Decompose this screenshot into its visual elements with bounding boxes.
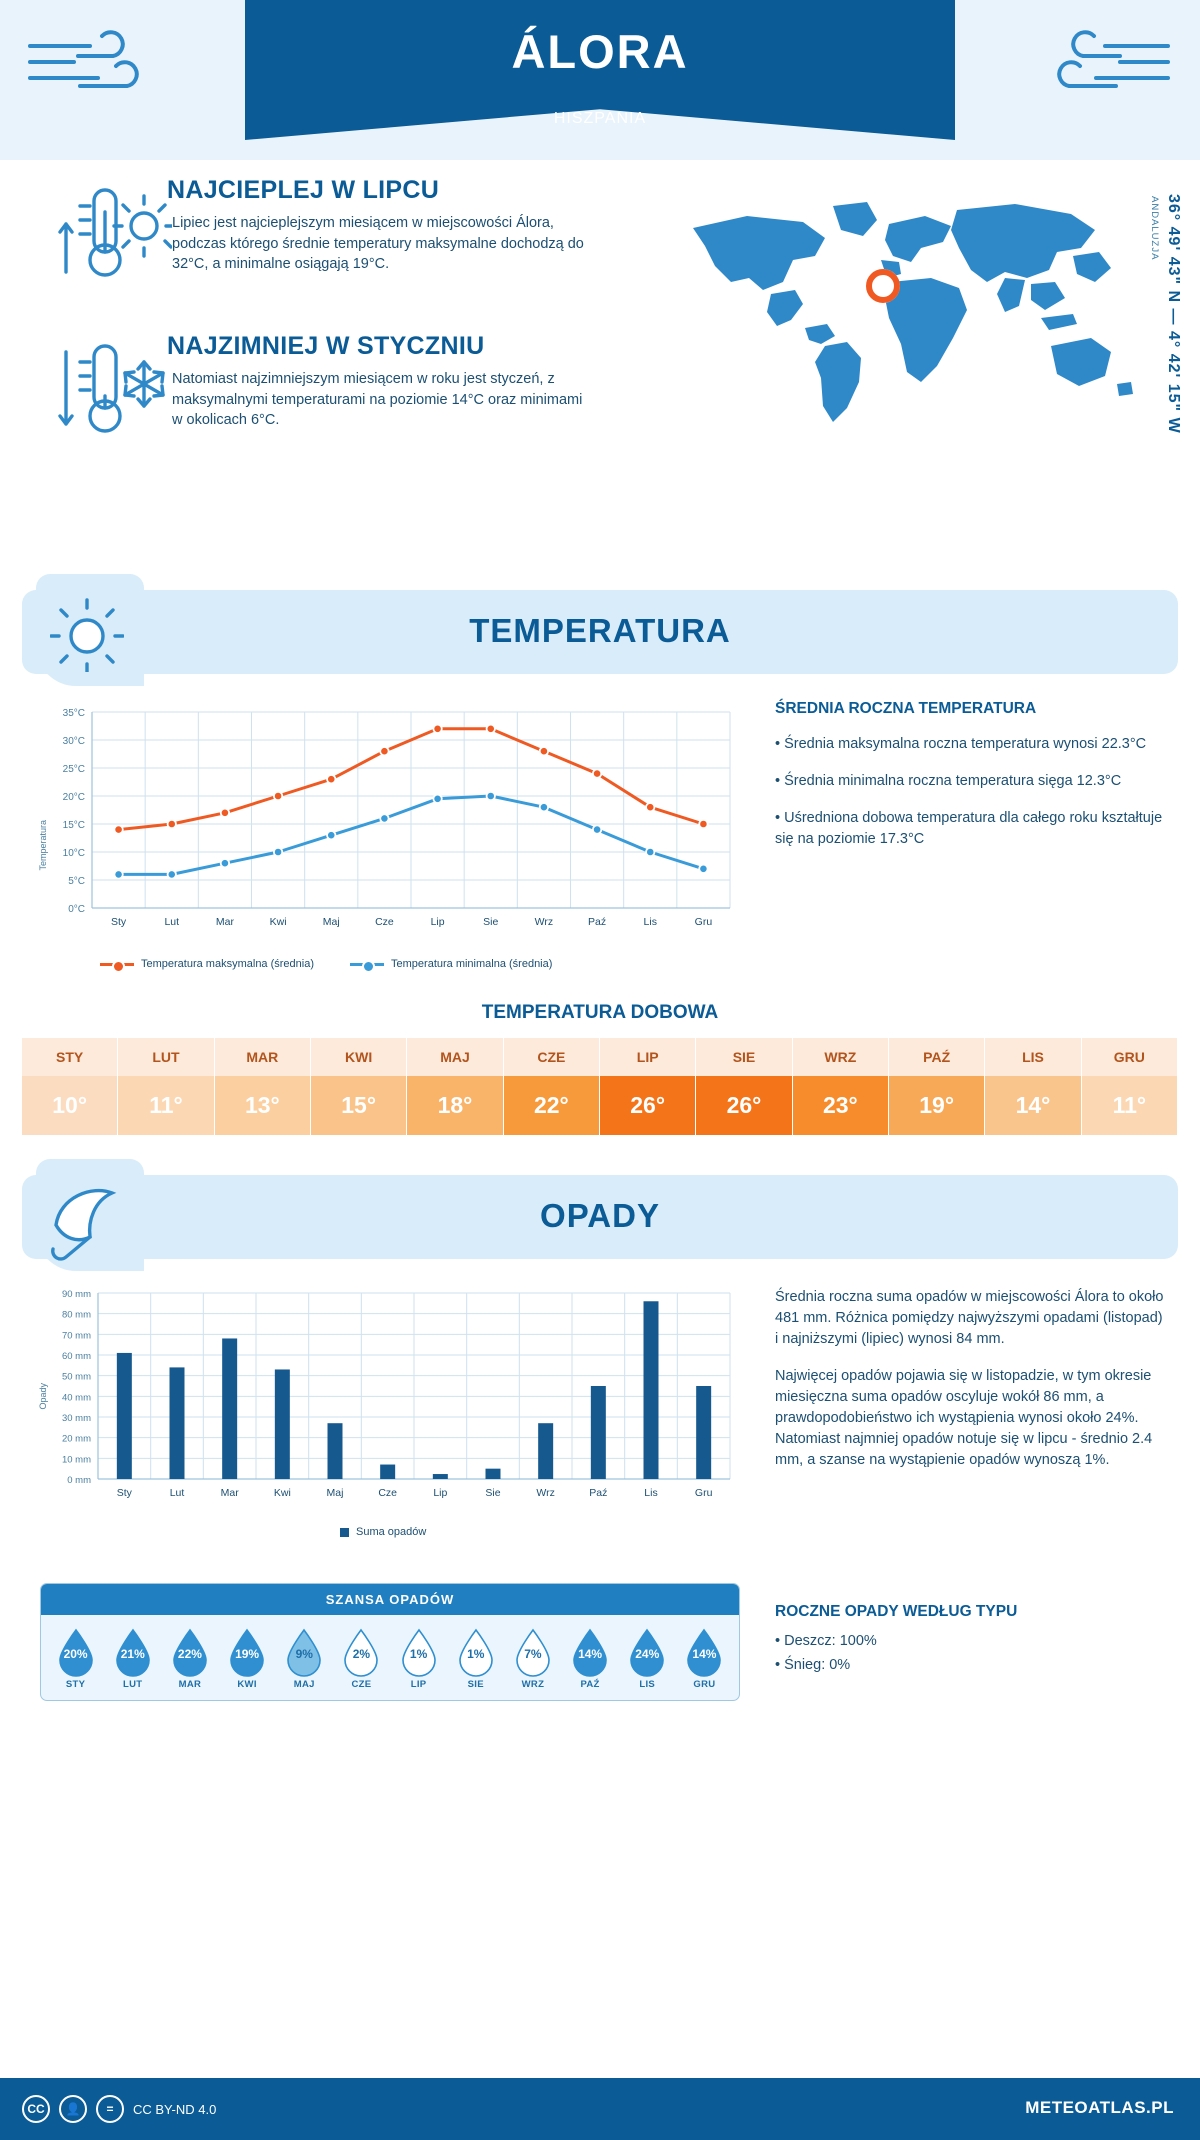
chance-value: 1% [467,1647,485,1661]
nd-icon: = [96,2095,124,2123]
chance-cell [219,1627,276,1690]
daily-temp-value: 14° [985,1076,1081,1135]
chance-cell [390,1627,447,1690]
daily-temp-value: 23° [793,1076,889,1135]
svg-text:35°C: 35°C [62,708,85,719]
legend-label-max: Temperatura maksymalna (średnia) [141,958,315,970]
svg-text:Kwi: Kwi [273,1487,291,1499]
daily-temperature-title: TEMPERATURA DOBOWA [481,1002,719,1023]
water-drop-icon [54,1627,98,1677]
chance-value: 20% [63,1647,88,1661]
water-drop-icon [511,1627,555,1677]
annual-temperature-point-2: • Średnia minimalna roczna temperatura sięga 12.3°C [775,773,1122,790]
chance-value: 1% [409,1647,428,1661]
cc-icon: CC [22,2095,50,2123]
temperature-chart-area [0,690,1200,990]
precipitation-band-title: OPADY [540,1197,660,1234]
chance-cell [562,1627,619,1690]
daily-temp-value: 10° [22,1076,118,1135]
chance-month: PAŹ [580,1679,600,1690]
precip-axis-y-label: Opady [38,1383,48,1410]
chance-of-precipitation-panel [40,1583,740,1701]
header [0,0,1200,160]
svg-text:10°C: 10°C [62,848,85,859]
daily-temp-month-header: STY [22,1038,118,1076]
daily-temp-month-header: SIE [696,1038,792,1076]
warmest-heading: NAJCIEPLEJ W LIPCU [167,176,440,204]
temperature-line-chart [40,700,740,980]
by-icon: 👤 [59,2095,87,2123]
precipitation-legend [340,1526,426,1538]
chance-value: 21% [120,1647,145,1661]
brand-label: METEOATLAS.PL [1025,2098,1174,2117]
precipitation-type-rain: • Deszcz: 100% [775,1633,877,1649]
svg-text:Mar: Mar [220,1487,239,1499]
summary-section [0,160,1200,590]
svg-text:40 mm: 40 mm [61,1392,91,1404]
chance-value: 2% [352,1647,371,1661]
svg-text:Lut: Lut [169,1487,185,1499]
precipitation-band [22,1175,1178,1259]
chance-value: 9% [295,1647,313,1661]
legend-item-min [350,958,552,970]
svg-text:Gru: Gru [694,916,713,928]
temp-axis-y-label: Temperatura [38,820,48,871]
chance-panel-title: SZANSA OPADÓW [41,1584,739,1615]
daily-temperature-header-row [22,1038,1178,1076]
chance-cell [161,1627,218,1690]
chance-cell [504,1627,561,1690]
legend-swatch [340,1528,349,1537]
region-label: ANDALUZJA [1149,196,1160,261]
svg-text:Lip: Lip [433,1487,448,1499]
chance-month: MAJ [293,1679,315,1690]
svg-text:Wrz: Wrz [534,916,554,928]
legend-label-precip: Suma opadów [356,1526,427,1538]
precipitation-paragraph-2: Najwięcej opadów pojawia się w listopadzie, w tym okresie miesięczna suma opadów oscyluje wokół 86 mm, a prawdopodobieństwo ich wystąpienia wynosi około 24%. Natomiast najmniej opadów notuje się w lipcu - średnio 2.4 mm, a szanse na wystąpienie opadów wynoszą 1%. [775,1368,1153,1469]
svg-text:5°C: 5°C [68,876,85,887]
chance-month: GRU [693,1679,716,1690]
chance-month: CZE [351,1679,372,1690]
chance-value: 7% [524,1647,542,1661]
coldest-month-block [52,332,612,431]
water-drop-icon [682,1627,726,1677]
chance-month: STY [65,1679,86,1690]
coldest-text: Natomiast najzimniejszym miesiącem w roku jest styczeń, z maksymalnymi temperaturami na poziomie 14°C oraz minimami w okolicach 6°C. [172,371,583,429]
chance-cell [619,1627,676,1690]
svg-text:Cze: Cze [375,916,394,928]
daily-temp-month-header: GRU [1082,1038,1178,1076]
temperature-legend [100,958,552,970]
water-drop-icon [282,1627,326,1677]
chance-month: KWI [237,1679,257,1690]
chance-cell [47,1627,104,1690]
svg-text:0 mm: 0 mm [67,1475,91,1486]
svg-text:10 mm: 10 mm [61,1454,91,1466]
svg-text:30°C: 30°C [62,736,85,747]
coordinates-label: 36° 49' 43" N — 4° 42' 15" W [1165,194,1182,434]
annual-temperature-heading: ŚREDNIA ROCZNA TEMPERATURA [775,700,1037,717]
daily-temp-value: 19° [889,1076,985,1135]
annual-temperature-note [775,700,1165,866]
daily-temp-month-header: MAR [215,1038,311,1076]
svg-text:30 mm: 30 mm [61,1413,91,1424]
page-subtitle: HISZPANIA [553,110,647,127]
daily-temp-month-header: MAJ [407,1038,503,1076]
coldest-heading: NAJZIMNIEJ W STYCZNIU [167,332,485,360]
warmest-month-block [52,176,612,275]
svg-text:70 mm: 70 mm [61,1330,91,1342]
svg-text:60 mm: 60 mm [61,1351,91,1362]
daily-temp-month-header: PAŹ [889,1038,985,1076]
daily-temp-value: 11° [118,1076,214,1135]
precipitation-note [775,1287,1165,1487]
chance-month: LIS [639,1679,656,1690]
svg-text:50 mm: 50 mm [61,1371,91,1383]
daily-temp-value: 15° [311,1076,407,1135]
license-label: CC BY-ND 4.0 [133,2101,217,2117]
daily-temp-value: 26° [600,1076,696,1135]
water-drop-icon [339,1627,383,1677]
daily-temp-month-header: CZE [504,1038,600,1076]
svg-text:Gru: Gru [694,1487,713,1499]
water-drop-icon [454,1627,498,1677]
daily-temp-value: 13° [215,1076,311,1135]
svg-text:Lut: Lut [164,916,180,928]
chance-value: 14% [578,1647,603,1661]
svg-text:Cze: Cze [378,1487,398,1499]
svg-text:Lip: Lip [430,916,445,928]
chance-cell [333,1627,390,1690]
water-drop-icon [625,1627,669,1677]
temperature-band [22,590,1178,674]
annual-temperature-point-1: • Średnia maksymalna roczna temperatura wynosi 22.3°C [775,736,1147,752]
svg-text:Kwi: Kwi [269,916,287,928]
daily-temp-value: 26° [696,1076,792,1135]
svg-text:Wrz: Wrz [536,1487,555,1499]
svg-text:25°C: 25°C [62,764,85,775]
thermometer-cold-icon [52,338,172,448]
warmest-text: Lipiec jest najcieplejszym miesiącem w miejscowości Álora, podczas którego średnie temperatury maksymalne dochodzą do 32°C, a minimalne osiągają 19°C. [172,215,584,273]
svg-text:Paź: Paź [589,1487,608,1499]
chance-value: 19% [235,1647,260,1661]
chance-cell [447,1627,504,1690]
chance-month: SIE [467,1679,484,1690]
daily-temp-value: 18° [407,1076,503,1135]
svg-text:0°C: 0°C [68,904,85,915]
chance-cell [676,1627,733,1690]
chance-month: LIP [410,1679,427,1690]
water-drop-icon [168,1627,212,1677]
svg-text:Lis: Lis [644,1487,658,1499]
daily-temp-month-header: LIS [985,1038,1081,1076]
water-drop-icon [225,1627,269,1677]
precipitation-paragraph-1: Średnia roczna suma opadów w miejscowości Álora to około 481 mm. Różnica pomiędzy najwyższymi opadami (listopad) i najniższymi (lipiec) wynosi 84 mm. [775,1289,1164,1348]
license-area [22,2095,216,2123]
water-drop-icon [397,1627,441,1677]
precipitation-chart-area [0,1277,1200,1577]
daily-temp-month-header: LIP [600,1038,696,1076]
chance-cell [276,1627,333,1690]
chance-month: MAR [178,1679,202,1690]
daily-temp-month-header: KWI [311,1038,407,1076]
water-drop-icon [111,1627,155,1677]
annual-temperature-point-3: • Uśredniona dobowa temperatura dla całego roku kształtuje się na poziomie 17.3°C [775,810,1163,848]
daily-temp-month-header: WRZ [793,1038,889,1076]
water-drop-icon [568,1627,612,1677]
svg-text:20 mm: 20 mm [61,1433,91,1445]
svg-text:Maj: Maj [322,916,340,928]
chance-value: 14% [692,1647,717,1661]
svg-text:Lis: Lis [643,916,657,928]
precipitation-type-snow: • Śnieg: 0% [775,1657,851,1673]
svg-text:Sie: Sie [485,1487,501,1499]
page-title: ÁLORA [511,25,689,78]
thermometer-hot-icon [52,182,172,292]
svg-text:Sie: Sie [483,916,499,928]
temperature-band-title: TEMPERATURA [469,612,731,649]
svg-text:80 mm: 80 mm [61,1309,91,1321]
daily-temp-value: 22° [504,1076,600,1135]
svg-text:20°C: 20°C [62,792,85,803]
svg-text:Sty: Sty [116,1487,132,1499]
precipitation-types-heading: ROCZNE OPADY WEDŁUG TYPU [775,1603,1018,1620]
chance-month: LUT [123,1679,143,1690]
legend-item-max [100,958,314,970]
daily-temperature-value-row [22,1076,1178,1135]
chance-month: WRZ [521,1679,545,1690]
svg-text:15°C: 15°C [62,820,85,831]
chance-section [0,1583,1200,1753]
chance-value: 24% [635,1647,660,1661]
svg-text:Paź: Paź [588,916,607,928]
chance-value: 22% [177,1647,202,1661]
precipitation-types [775,1603,1165,1681]
footer [0,2078,1200,2140]
precipitation-bar-chart [38,1283,740,1538]
chance-cell [104,1627,161,1690]
daily-temp-value: 11° [1082,1076,1178,1135]
daily-temp-month-header: LUT [118,1038,214,1076]
svg-text:Mar: Mar [215,916,234,928]
svg-text:Maj: Maj [326,1487,344,1499]
world-map [675,186,1145,436]
svg-text:90 mm: 90 mm [61,1289,91,1300]
legend-label-min: Temperatura minimalna (średnia) [391,958,553,970]
svg-text:Sty: Sty [110,916,127,928]
